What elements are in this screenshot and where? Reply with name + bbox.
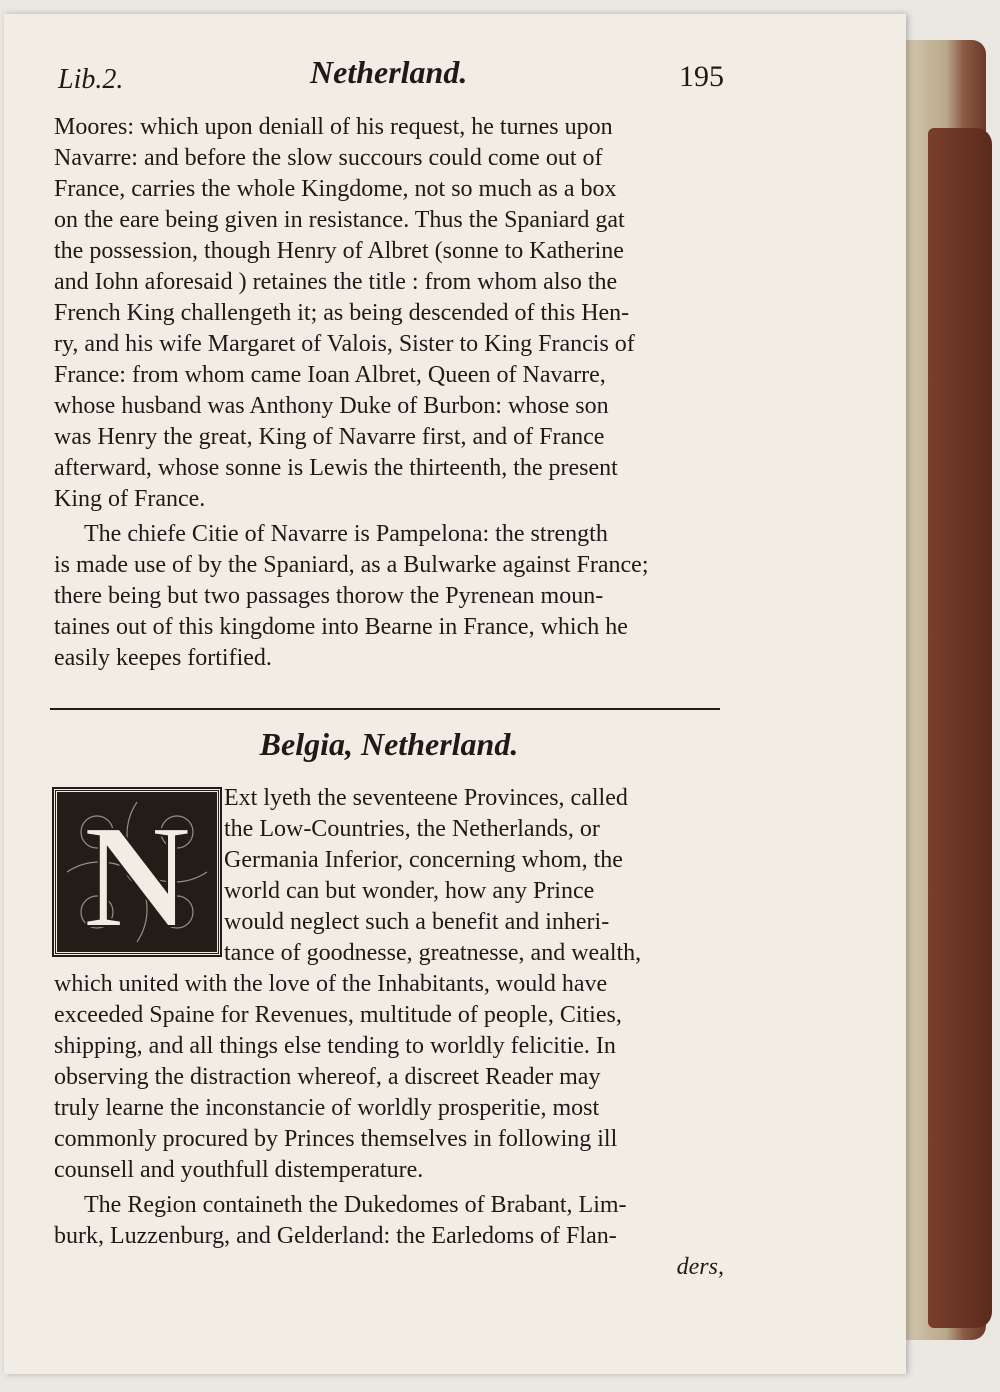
text-line: Ext lyeth the seventeene Provinces, called: [224, 785, 628, 811]
paragraph-navarre: [54, 112, 724, 515]
text-line: burk, Luzzenburg, and Gelderland: the Earledoms of Flan-: [54, 1223, 617, 1249]
text-line: exceeded Spaine for Revenues, multitude of people, Cities,: [54, 1002, 622, 1028]
initial-letter: N: [83, 795, 191, 952]
text-line: The chiefe Citie of Navarre is Pampelona: the strength: [84, 521, 608, 547]
text-line: easily keepes fortified.: [54, 645, 272, 671]
text-line: which united with the love of the Inhabitants, would have: [54, 971, 608, 997]
text-line: the possession, though Henry of Albret (sonne to Katherine: [54, 238, 624, 264]
text-line: Navarre: and before the slow succours could come out of: [54, 145, 603, 171]
text-line: Germania Inferior, concerning whom, the: [224, 847, 623, 873]
paragraph-region: [54, 1190, 724, 1283]
paragraph-pampelona: [54, 519, 724, 674]
text-line: world can but wonder, how any Prince: [224, 878, 595, 904]
text-line: French King challengeth it; as being descended of this Hen-: [54, 300, 630, 326]
text-line: observing the distraction whereof, a discreet Reader may: [54, 1064, 601, 1090]
text-line: ry, and his wife Margaret of Valois, Sister to King Francis of: [54, 331, 635, 357]
dropcap-paragraph: [54, 783, 724, 1186]
text-line: whose husband was Anthony Duke of Burbon: whose son: [54, 393, 609, 419]
book-number: Lib.2.: [58, 64, 124, 95]
text-line: is made use of by the Spaniard, as a Bulwarke against France;: [54, 552, 649, 578]
text-line: tance of goodnesse, greatnesse, and wealth,: [224, 940, 642, 966]
text-line: The Region containeth the Dukedomes of Brabant, Lim-: [84, 1192, 627, 1218]
text-line: afterward, whose sonne is Lewis the thirteenth, the present: [54, 455, 618, 481]
catchword: ders,: [676, 1254, 724, 1280]
text-block: [54, 54, 724, 1283]
text-line: shipping, and all things else tending to worldly felicitie. In: [54, 1033, 616, 1059]
text-line: Moores: which upon deniall of his request, he turnes upon: [54, 114, 613, 140]
running-title: Netherland.: [310, 54, 468, 90]
text-line: and Iohn aforesaid ) retaines the title : from whom also the: [54, 269, 618, 295]
text-line: France: from whom came Ioan Albret, Queen of Navarre,: [54, 362, 606, 388]
running-header: [54, 54, 724, 112]
text-line: there being but two passages thorow the Pyrenean moun-: [54, 583, 604, 609]
decorated-initial: [54, 789, 220, 955]
text-line: commonly procured by Princes themselves in following ill: [54, 1126, 618, 1152]
text-line: taines out of this kingdome into Bearne in France, which he: [54, 614, 628, 640]
text-line: the Low-Countries, the Netherlands, or: [224, 816, 600, 842]
page-number: 195: [679, 60, 724, 93]
section-divider: [50, 708, 720, 710]
text-line: King of France.: [54, 486, 206, 512]
text-line: was Henry the great, King of Navarre first, and of France: [54, 424, 605, 450]
text-line: truly learne the inconstancie of worldly prosperitie, most: [54, 1095, 600, 1121]
text-line: on the eare being given in resistance. Thus the Spaniard gat: [54, 207, 625, 233]
book-page: [4, 14, 906, 1374]
text-line: counsell and youthfull distemperature.: [54, 1157, 424, 1183]
section-title: Belgia, Netherland.: [259, 726, 519, 762]
text-line: would neglect such a benefit and inheri-: [224, 909, 610, 935]
book-cover-edge: [928, 128, 992, 1328]
text-line: France, carries the whole Kingdome, not so much as a box: [54, 176, 617, 202]
